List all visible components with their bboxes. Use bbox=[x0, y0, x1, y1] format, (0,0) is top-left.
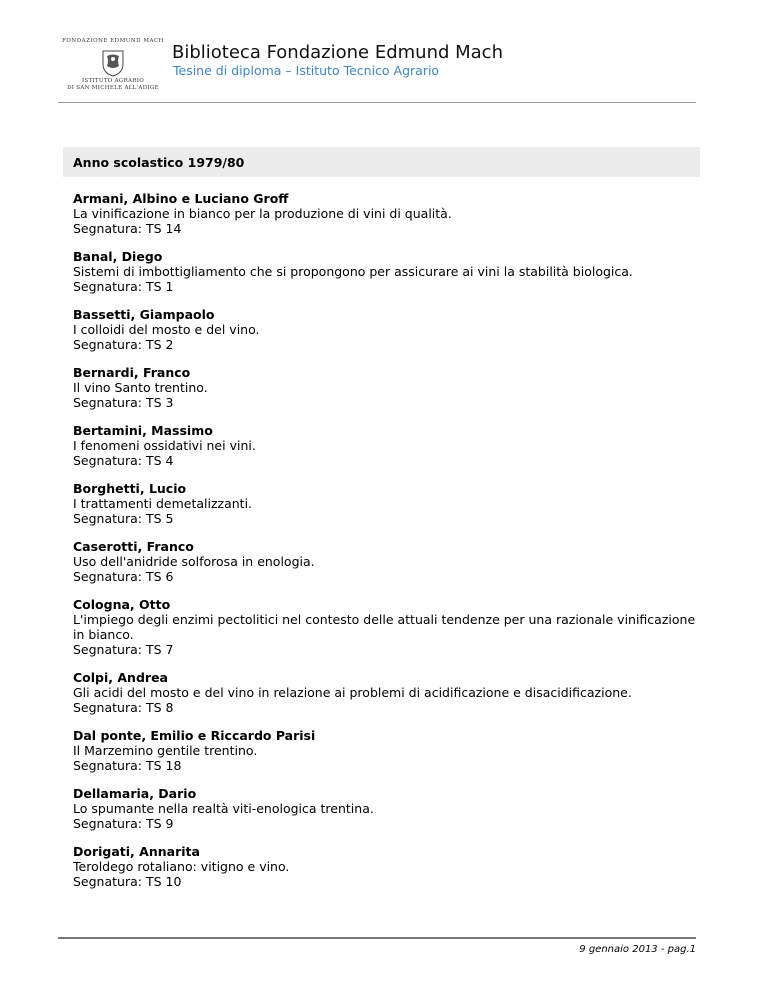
entry-title: Uso dell'anidride solforosa in enologia. bbox=[73, 554, 315, 569]
entry-author: Bassetti, Giampaolo bbox=[73, 307, 215, 322]
crest-icon bbox=[98, 48, 128, 78]
entry-title: I fenomeni ossidativi nei vini. bbox=[73, 438, 256, 453]
entry-author: Dellamaria, Dario bbox=[73, 786, 197, 801]
list-item bbox=[73, 844, 703, 889]
list-item bbox=[73, 597, 703, 657]
entry-signature: Segnatura: TS 9 bbox=[73, 816, 174, 831]
logo-top-text: FONDAZIONE EDMUND MACH bbox=[62, 38, 164, 44]
thesis-list bbox=[73, 191, 703, 902]
entry-author: Bertamini, Massimo bbox=[73, 423, 213, 438]
list-item bbox=[73, 191, 703, 236]
entry-signature: Segnatura: TS 1 bbox=[73, 279, 174, 294]
list-item bbox=[73, 249, 703, 294]
entry-title: Sistemi di imbottigliamento che si propongono per assicurare ai vini la stabilità biologica. bbox=[73, 264, 633, 279]
entry-author: Armani, Albino e Luciano Groff bbox=[73, 191, 289, 206]
logo-bottom-text: ISTITUTO AGRARIO DI SAN MICHELE ALL'ADIGE bbox=[67, 78, 159, 91]
entry-author: Dorigati, Annarita bbox=[73, 844, 200, 859]
entry-signature: Segnatura: TS 3 bbox=[73, 395, 174, 410]
entry-title: La vinificazione in bianco per la produzione di vini di qualità. bbox=[73, 206, 452, 221]
list-item bbox=[73, 786, 703, 831]
list-item bbox=[73, 728, 703, 773]
entry-author: Banal, Diego bbox=[73, 249, 163, 264]
entry-signature: Segnatura: TS 5 bbox=[73, 511, 174, 526]
list-item bbox=[73, 539, 703, 584]
header-divider bbox=[58, 102, 696, 103]
page-subtitle: Tesine di diploma – Istituto Tecnico Agrario bbox=[173, 63, 440, 78]
entry-title: I trattamenti demetalizzanti. bbox=[73, 496, 253, 511]
entry-title: Il vino Santo trentino. bbox=[73, 380, 208, 395]
school-year-bar bbox=[63, 147, 700, 177]
list-item bbox=[73, 423, 703, 468]
entry-title: I colloidi del mosto e del vino. bbox=[73, 322, 260, 337]
entry-signature: Segnatura: TS 2 bbox=[73, 337, 174, 352]
school-year-label: Anno scolastico 1979/80 bbox=[73, 155, 245, 170]
entry-author: Caserotti, Franco bbox=[73, 539, 194, 554]
entry-author: Dal ponte, Emilio e Riccardo Parisi bbox=[73, 728, 316, 743]
entry-title: Teroldego rotaliano: vitigno e vino. bbox=[73, 859, 290, 874]
footer-date-page: 9 gennaio 2013 - pag.1 bbox=[579, 944, 696, 955]
entry-signature: Segnatura: TS 7 bbox=[73, 642, 174, 657]
entry-title: Gli acidi del mosto e del vino in relazione ai problemi di acidificazione e disacidificazione. bbox=[73, 685, 632, 700]
entry-signature: Segnatura: TS 8 bbox=[73, 700, 174, 715]
entry-signature: Segnatura: TS 6 bbox=[73, 569, 174, 584]
list-item bbox=[73, 481, 703, 526]
entry-signature: Segnatura: TS 18 bbox=[73, 758, 182, 773]
entry-signature: Segnatura: TS 14 bbox=[73, 221, 182, 236]
entry-author: Cologna, Otto bbox=[73, 597, 171, 612]
entry-signature: Segnatura: TS 4 bbox=[73, 453, 174, 468]
entry-author: Colpi, Andrea bbox=[73, 670, 168, 685]
footer-divider bbox=[58, 937, 696, 939]
entry-title: Lo spumante nella realtà viti-enologica trentina. bbox=[73, 801, 374, 816]
entry-author: Borghetti, Lucio bbox=[73, 481, 187, 496]
entry-title: L'impiego degli enzimi pectolitici nel contesto delle attuali tendenze per una razionale vinificazione in bianco. bbox=[73, 612, 696, 642]
list-item bbox=[73, 307, 703, 352]
entry-title: Il Marzemino gentile trentino. bbox=[73, 743, 258, 758]
entry-signature: Segnatura: TS 10 bbox=[73, 874, 182, 889]
list-item bbox=[73, 670, 703, 715]
institution-logo bbox=[58, 38, 168, 96]
list-item bbox=[73, 365, 703, 410]
entry-author: Bernardi, Franco bbox=[73, 365, 191, 380]
page-title: Biblioteca Fondazione Edmund Mach bbox=[172, 42, 503, 63]
